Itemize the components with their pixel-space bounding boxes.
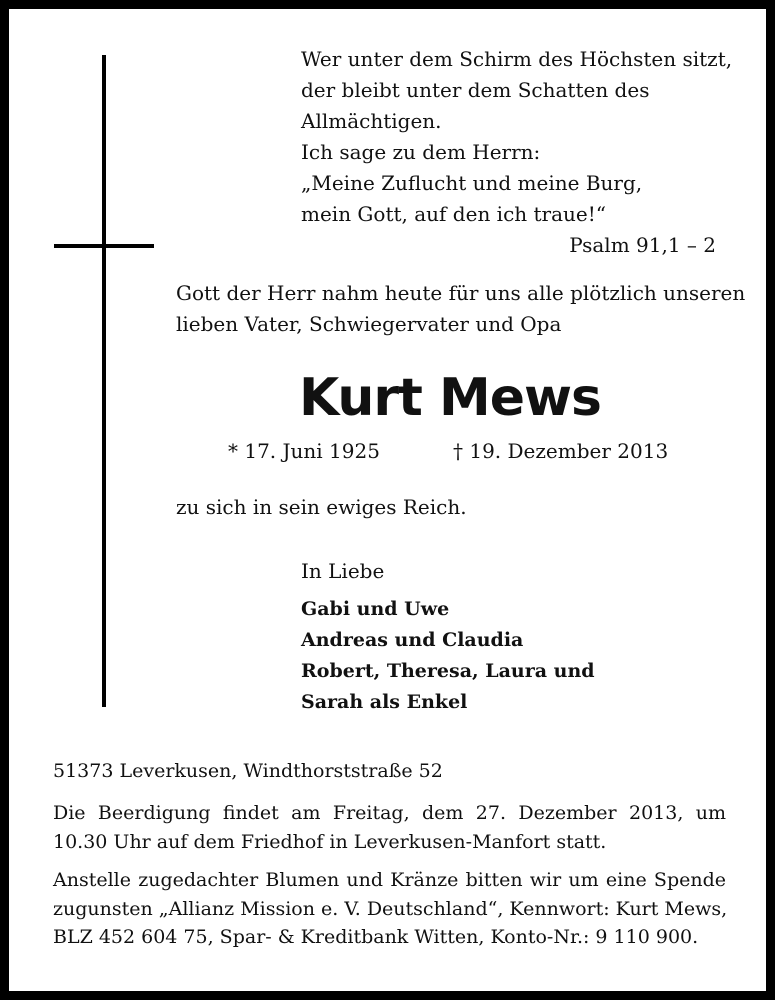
death-date: † 19. Dezember 2013 <box>453 439 669 463</box>
cross-horizontal-bar <box>54 244 154 248</box>
mourner-name: Sarah als Enkel <box>301 691 468 713</box>
family-address: 51373 Leverkusen, Windthorststraße 52 <box>53 760 443 782</box>
birth-date: * 17. Juni 1925 <box>228 439 380 463</box>
donation-line: Anstelle zugedachter Blumen und Kränze bitten wir um eine Spende <box>53 869 726 891</box>
announcement-intro <box>176 278 746 340</box>
psalm-line: der bleibt unter dem Schatten des <box>301 78 650 102</box>
funeral-line: 10.30 Uhr auf dem Friedhof in Leverkusen-Manfort statt. <box>53 830 607 853</box>
intro-line: lieben Vater, Schwiegervater und Opa <box>176 312 562 336</box>
closing-line: zu sich in sein ewiges Reich. <box>176 495 467 519</box>
mourners-intro: In Liebe <box>301 559 385 583</box>
psalm-line: „Meine Zuflucht und meine Burg, <box>301 171 643 195</box>
psalm-line: Ich sage zu dem Herrn: <box>301 140 541 164</box>
psalm-line: mein Gott, auf den ich traue!“ <box>301 202 607 226</box>
psalm-quote <box>301 44 731 230</box>
psalm-reference: Psalm 91,1 – 2 <box>569 233 716 257</box>
mourner-name: Gabi und Uwe <box>301 598 450 620</box>
donation-line: BLZ 452 604 75, Spar- & Kreditbank Witten, Konto-Nr.: 9 110 900. <box>53 926 699 948</box>
cross-vertical-bar <box>102 55 106 707</box>
psalm-line: Allmächtigen. <box>301 109 442 133</box>
mourner-name: Andreas und Claudia <box>301 629 524 651</box>
mourner-name: Robert, Theresa, Laura und <box>301 660 595 682</box>
donation-line: zugunsten „Allianz Mission e. V. Deutschland“, Kennwort: Kurt Mews, <box>53 897 728 920</box>
funeral-notice <box>53 799 726 856</box>
funeral-line: Die Beerdigung findet am Freitag, dem 27. Dezember 2013, um <box>53 802 726 824</box>
psalm-line: Wer unter dem Schirm des Höchsten sitzt, <box>301 47 733 71</box>
deceased-name: Kurt Mews <box>298 368 601 428</box>
donation-notice <box>53 866 726 952</box>
mourners-list <box>301 594 595 718</box>
intro-line: Gott der Herr nahm heute für uns alle plötzlich unseren <box>176 281 746 305</box>
